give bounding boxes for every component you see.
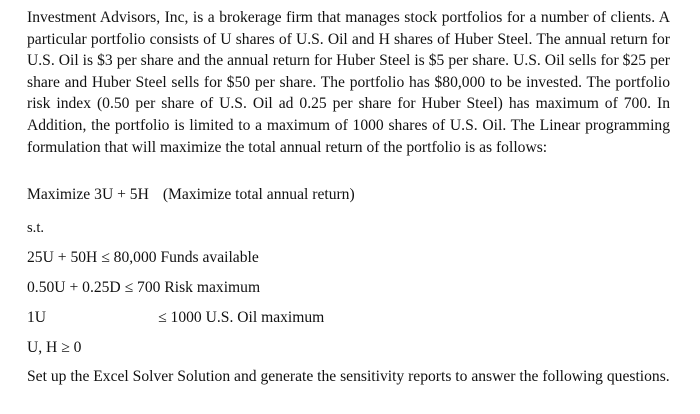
constraint-risk	[27, 278, 260, 298]
constraint-funds	[27, 248, 259, 268]
subject-to-label: s.t.	[27, 220, 45, 236]
constraint-risk-expression: 0.50U + 0.25D ≤ 700	[27, 279, 161, 296]
nonnegativity-constraint: U, H ≥ 0	[27, 339, 82, 356]
constraint-funds-expression: 25U + 50H ≤ 80,000	[27, 249, 157, 266]
constraint-funds-label: Funds available	[160, 249, 259, 266]
objective-line	[27, 185, 355, 205]
problem-intro-paragraph: Investment Advisors, Inc, is a brokerage firm that manages stock portfolios for a number of clients. A particular portfolio consists of U shares of U.S. Oil and H shares of Huber Steel. The annual return for U.S. Oil is $3 per share and the annual return for Huber Steel is $5 per share. U.S. Oil sells for $25 per share and Huber Steel sells for $50 per share. The portfolio has $80,000 to be invested. The portfolio risk index (0.50 per share of U.S. Oil ad 0.25 per share for Huber Steel) has maximum of 700. In Addition, the portfolio is limited to a maximum of 1000 shares of U.S. Oil. The Linear programming formulation that will maximize the total annual return of the portfolio is as follows:	[27, 9, 670, 156]
objective-note: (Maximize total annual return)	[162, 186, 355, 203]
objective-keyword: Maximize	[27, 186, 91, 203]
problem-statement	[27, 7, 670, 158]
constraint-risk-label: Risk maximum	[164, 279, 261, 296]
objective-expression: 3U + 5H	[94, 186, 149, 203]
constraint-oil-label: U.S. Oil maximum	[205, 309, 325, 326]
constraint-oil	[27, 308, 324, 328]
constraint-oil-lhs: 1U	[27, 309, 47, 326]
constraint-oil-rhs: ≤ 1000	[158, 309, 202, 326]
instruction-paragraph: Set up the Excel Solver Solution and generate the sensitivity reports to answer the following questions.	[27, 368, 670, 385]
